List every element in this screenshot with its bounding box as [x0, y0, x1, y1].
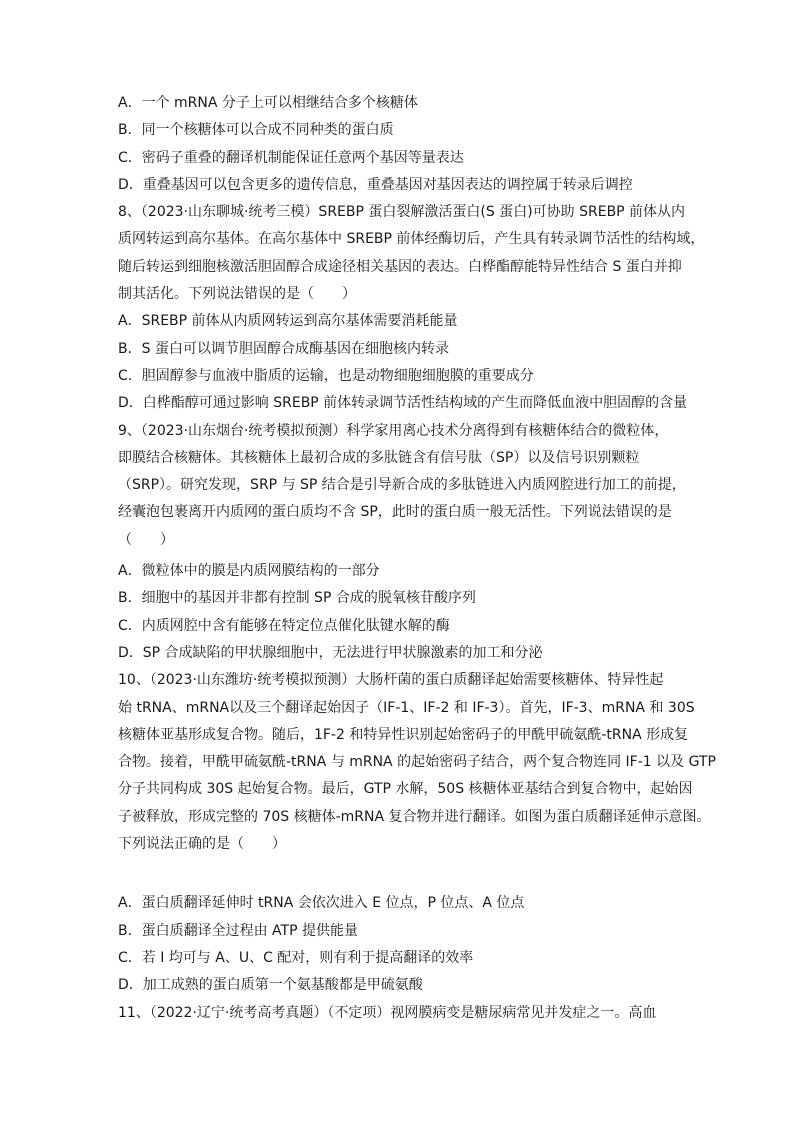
q8-stem-line: 制其活化。下列说法错误的是（ ） [118, 286, 356, 303]
q9-stem-line: 经囊泡包裹离开内质网的蛋白质均不含 SP，此时的蛋白质一般无活性。下列说法错误的是 [118, 504, 672, 521]
figure-placeholder [118, 858, 718, 890]
q10-option-b: B．蛋白质翻译全过程由 ATP 提供能量 [118, 922, 358, 939]
q8-stem-line: 8、（2023·山东聊城·统考三模）SREBP 蛋白裂解激活蛋白(S 蛋白)可协助 SREBP 前体从内 [118, 204, 686, 221]
q10-stem-line: 10、（2023·山东潍坊·统考模拟预测）大肠杆菌的蛋白质翻译起始需要核糖体、特异性起 [118, 672, 664, 689]
q10-stem-line: 下列说法正确的是（ ） [118, 836, 286, 853]
q9-option-a: A．微粒体中的膜是内质网膜结构的一部分 [118, 563, 380, 580]
q10-stem-line: 合物。接着，甲酰甲硫氨酰-tRNA 与 mRNA 的起始密码子结合，两个复合物连同 IF-1 以及 GTP [118, 754, 716, 771]
question-11 [118, 1000, 718, 1027]
q8-stem-line: 质网转运到高尔基体。在高尔基体中 SREBP 前体经酶切后，产生具有转录调节活性的结构域， [118, 231, 705, 248]
document-page [118, 90, 718, 1027]
q9-stem-line: （SRP）。研究发现，SRP 与 SP 结合是引导新合成的多肽链进入内质网腔进行加工的前提， [118, 477, 686, 494]
q10-stem-line: 核糖体亚基形成复合物。随后，1F-2 和特异性识别起始密码子的甲酰甲硫氨酰-tRNA 形成复 [118, 726, 689, 743]
question-9 [118, 418, 718, 668]
q10-stem-line: 始 tRNA、mRNA以及三个翻译起始因子（IF-1、IF-2 和 IF-3）。首先，IF-3、mRNA 和 30S [118, 699, 695, 716]
q8-option-a: A．SREBP 前体从内质网转运到高尔基体需要消耗能量 [118, 313, 458, 330]
q7-option-c: C．密码子重叠的翻译机制能保证任意两个基因等量表达 [118, 149, 464, 166]
q9-option-c: C．内质网腔中含有能够在特定位点催化肽键水解的酶 [118, 617, 450, 634]
q9-stem-line: 即膜结合核糖体。其核糖体上最初合成的多肽链含有信号肽（SP）以及信号识别颗粒 [118, 449, 640, 466]
q8-option-b: B．S 蛋白可以调节胆固醇合成酶基因在细胞核内转录 [118, 340, 449, 357]
q11-stem-line: 11、（2022·辽宁·统考高考真题）（不定项）视网膜病变是糖尿病常见并发症之一。高血 [118, 1004, 657, 1021]
q10-stem-line: 分子共同构成 30S 起始复合物。最后，GTP 水解，50S 核糖体亚基结合到复合物中，起始因 [118, 781, 693, 798]
q10-option-c: C．若 I 均可与 A、U、C 配对，则有利于提高翻译的效率 [118, 949, 474, 966]
q8-option-d: D．白桦酯醇可通过影响 SREBP 前体转录调节活性结构域的产生而降低血液中胆固醇的含量 [118, 395, 688, 412]
question-7 [118, 90, 718, 199]
q9-stem-line: （ ） [118, 531, 174, 548]
q10-option-a: A．蛋白质翻译延伸时 tRNA 会依次进入 E 位点，P 位点、A 位点 [118, 895, 525, 912]
question-10 [118, 667, 718, 999]
q9-option-b: B．细胞中的基因并非都有控制 SP 合成的脱氧核苷酸序列 [118, 590, 476, 607]
q8-stem-line: 随后转运到细胞核激活胆固醇合成途径相关基因的表达。白桦酯醇能特异性结合 S 蛋白并抑 [118, 258, 682, 275]
q9-stem-line: 9、（2023·山东烟台·统考模拟预测）科学家用离心技术分离得到有核糖体结合的微粒体， [118, 422, 669, 439]
q7-option-d: D．重叠基因可以包含更多的遗传信息，重叠基因对基因表达的调控属于转录后调控 [118, 176, 633, 193]
q10-option-d: D．加工成熟的蛋白质第一个氨基酸都是甲硫氨酸 [118, 977, 423, 994]
q10-stem-line: 子被释放，形成完整的 70S 核糖体-mRNA 复合物并进行翻译。如图为蛋白质翻译延伸示意图。 [118, 808, 711, 825]
q9-option-d: D．SP 合成缺陷的甲状腺细胞中，无法进行甲状腺激素的加工和分泌 [118, 644, 543, 661]
question-8 [118, 199, 718, 417]
q7-option-b: B．同一个核糖体可以合成不同种类的蛋白质 [118, 122, 394, 139]
q7-option-a: A．一个 mRNA 分子上可以相继结合多个核糖体 [118, 95, 418, 111]
q8-option-c: C．胆固醇参与血液中脂质的运输，也是动物细胞细胞膜的重要成分 [118, 367, 534, 384]
